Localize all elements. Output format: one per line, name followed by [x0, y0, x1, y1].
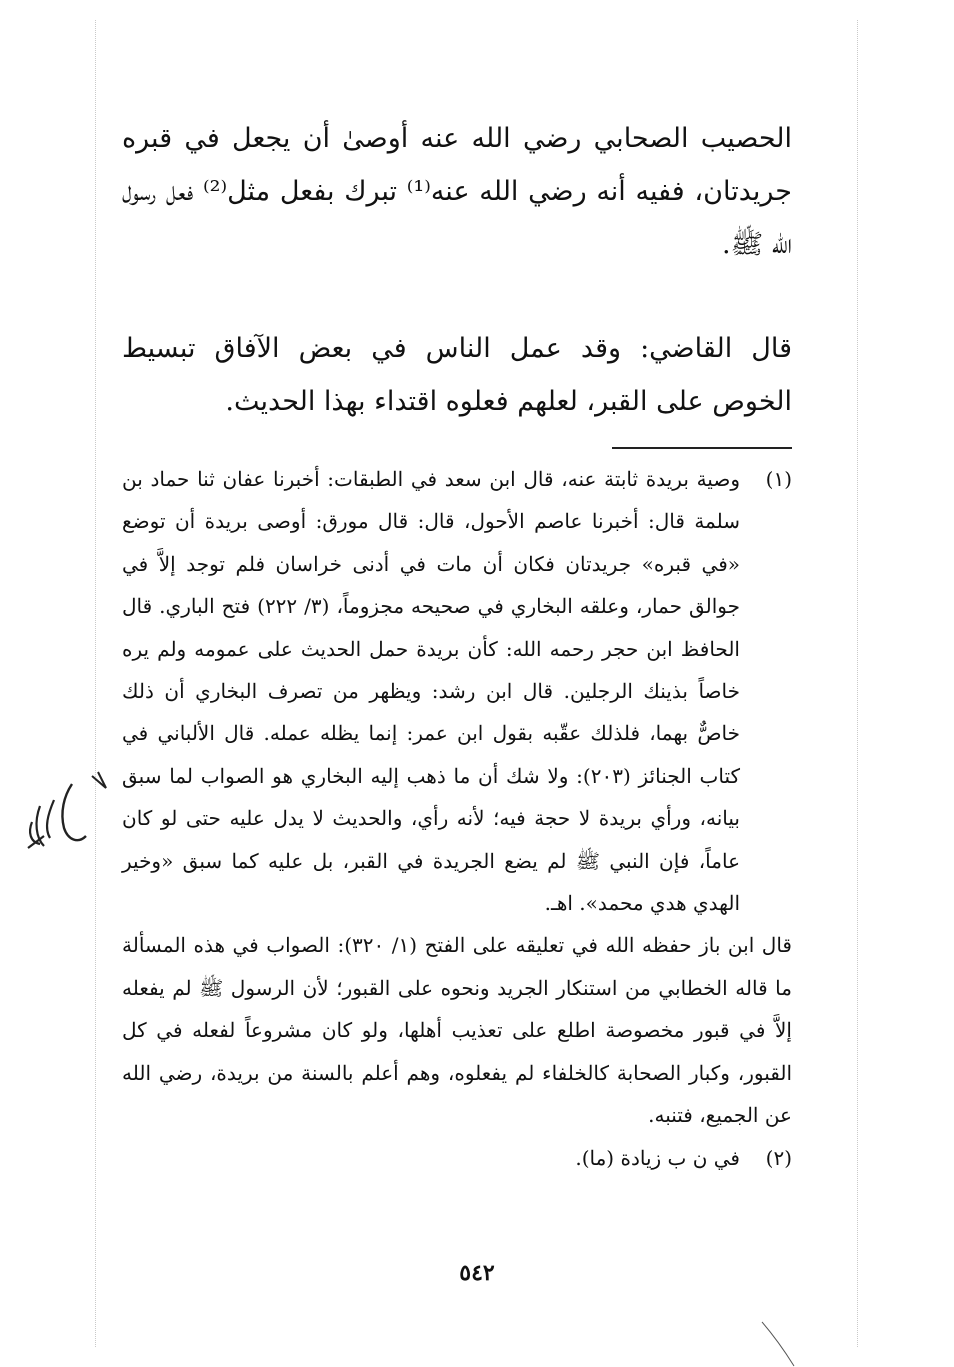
footnotes: [122, 458, 792, 1179]
footnote-2-number: (٢): [765, 1145, 792, 1170]
footnote-1-number: (١): [765, 467, 792, 491]
paragraph-2-text: قال القاضي: وقد عمل الناس في بعض الآفاق تبسيط الخوص على القبر، لعلهم فعلوه اقتداء بهذا الحديث.: [122, 333, 792, 417]
scan-edge-right: [857, 20, 858, 1347]
scan-edge-left: [95, 20, 96, 1347]
scan-corner-mark: [760, 1320, 820, 1367]
handwritten-margin-note: [14, 766, 114, 866]
paragraph-2: [122, 322, 792, 428]
footnote-1: [122, 458, 792, 1137]
footnote-1-continuation: قال ابن باز حفظه الله في تعليقه على الفتح (١/ ٣٢٠): الصواب في هذه المسألة ما قاله الخطابي من استنكار الجريد ونحوه على القبور؛ لأن الرسول ﷺ لم يفعله إلاَّ في قبور مخصوصة اطلع على تعذيب أهلها، ولو كان مشروعاً لفعله في كل القبور، وكبار الصحابة كالخلفاء لم يفعلوه، وهم أعلم بالسنة من بريدة، رضي الله عن الجميع، فتنبه.: [122, 933, 792, 1128]
page-number: ٥٤٢: [459, 1260, 495, 1286]
footnote-2: [122, 1137, 792, 1179]
footnote-2-text: في ن ب زيادة (ما).: [575, 1145, 740, 1170]
paragraph-1-text: الحصيب الصحابي رضي الله عنه أوصىٰ أن يجعل في قبره جريدتان، ففيه أنه رضي الله عنه⁽¹⁾ تبرك بفعل مثل⁽²⁾ فعل رسول الله ﷺ.: [122, 123, 792, 260]
footnote-1-text: وصية بريدة ثابتة عنه، قال ابن سعد في الطبقات: أخبرنا عفان ثنا حماد بن سلمة قال: أخبرنا عاصم الأحول، قال: قال مورق: أوصى بريدة أن توضع «في قبره» جريدتان فكان أن مات في أدنى خراسان فلم توجد إلاَّ في جوالق حمار، وعلقه البخاري في صحيحه مجزوماً، (٣/ ٢٢٢) فتح الباري. قال الحافظ ابن حجر رحمه الله: كأن بريدة حمل الحديث على عمومه ولم يره خاصاً بذينك الرجلين. قال ابن رشد: ويظهر من تصرف البخاري أن ذلك خاصٌّ بهما، فلذلك عقّبه بقول ابن عمر: إنما يظله عمله. قال الألباني في كتاب الجنائز (٢٠٣): ولا شك أن ما ذهب إليه البخاري هو الصواب لما سبق بيانه، ورأي بريدة لا حجة فيه؛ لأنه رأي، والحديث لا يدل عليه حتى لو كان عاماً، فإن النبي ﷺ لم يضع الجريدة في القبر، بل عليه كما سبق «وخير الهدي هدي محمد». اهـ.: [122, 467, 741, 916]
footnote-separator: [612, 447, 792, 449]
paragraph-1: [122, 112, 792, 271]
